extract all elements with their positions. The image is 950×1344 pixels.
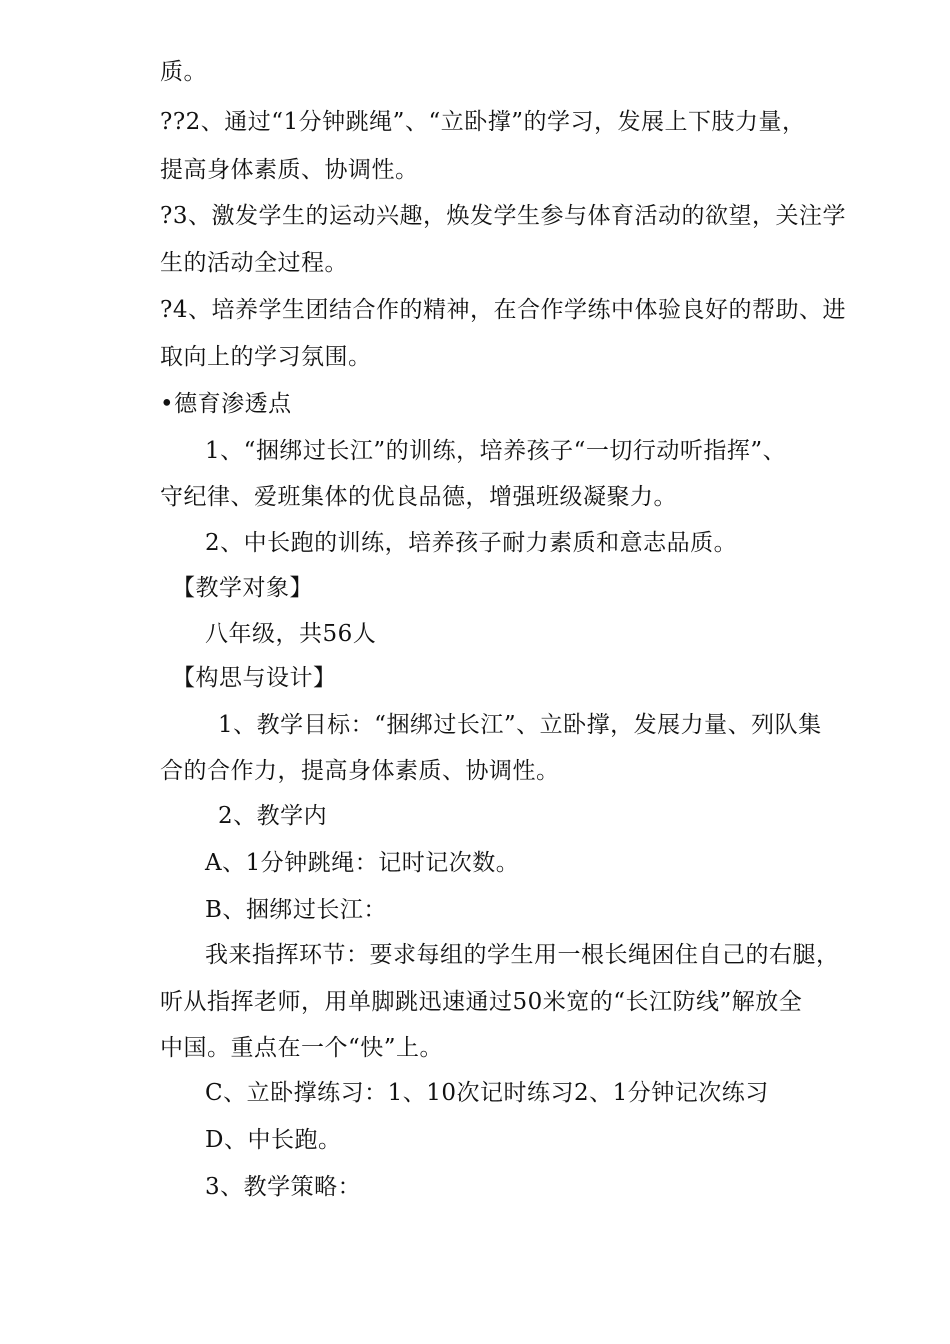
text-line: 1、“捆绑过长江”的训练，培养孩子“一切行动听指挥”、 <box>205 438 787 464</box>
text-line: D、中长跑。 <box>205 1127 342 1153</box>
text-line: 取向上的学习氛围。 <box>160 344 372 370</box>
text-line: A、1分钟跳绳：记时记次数。 <box>205 850 520 876</box>
text-line: ??2、通过“1分钟跳绳”、“立卧撑”的学习，发展上下肢力量， <box>160 109 806 135</box>
text-line: 生的活动全过程。 <box>160 250 348 276</box>
text-line: 合的合作力，提高身体素质、协调性。 <box>160 758 560 784</box>
text-line: ?4、培养学生团结合作的精神，在合作学练中体验良好的帮助、进 <box>160 297 846 323</box>
text-line: 八年级，共56人 <box>205 621 377 647</box>
text-line: 提高身体素质、协调性。 <box>160 157 419 183</box>
text-line: 3、教学策略： <box>205 1174 362 1200</box>
text-line: 2、中长跑的训练，培养孩子耐力素质和意志品质。 <box>205 530 738 556</box>
text-line: 质。 <box>160 59 207 85</box>
section-heading-moral-education: •德育渗透点 <box>160 391 292 417</box>
text-line: 听从指挥老师，用单脚跳迅速通过50米宽的“长江防线”解放全 <box>160 989 803 1015</box>
text-line: 1、教学目标：“捆绑过长江”、立卧撑，发展力量、列队集 <box>218 712 822 738</box>
text-line: C、立卧撑练习：1、10次记时练习2、1分钟记次练习 <box>205 1080 769 1106</box>
text-line: B、捆绑过长江： <box>205 897 387 923</box>
text-line: ?3、激发学生的运动兴趣，焕发学生参与体育活动的欲望，关注学 <box>160 203 846 229</box>
text-line: 守纪律、爱班集体的优良品德，增强班级凝聚力。 <box>160 484 677 510</box>
text-line: 我来指挥环节：要求每组的学生用一根长绳困住自己的右腿， <box>205 942 840 968</box>
section-heading-teaching-target: 【教学对象】 <box>172 575 313 601</box>
text-line: 中国。重点在一个“快”上。 <box>160 1035 444 1061</box>
text-line: 2、教学内 <box>218 803 328 829</box>
section-heading-concept-design: 【构思与设计】 <box>172 665 337 691</box>
